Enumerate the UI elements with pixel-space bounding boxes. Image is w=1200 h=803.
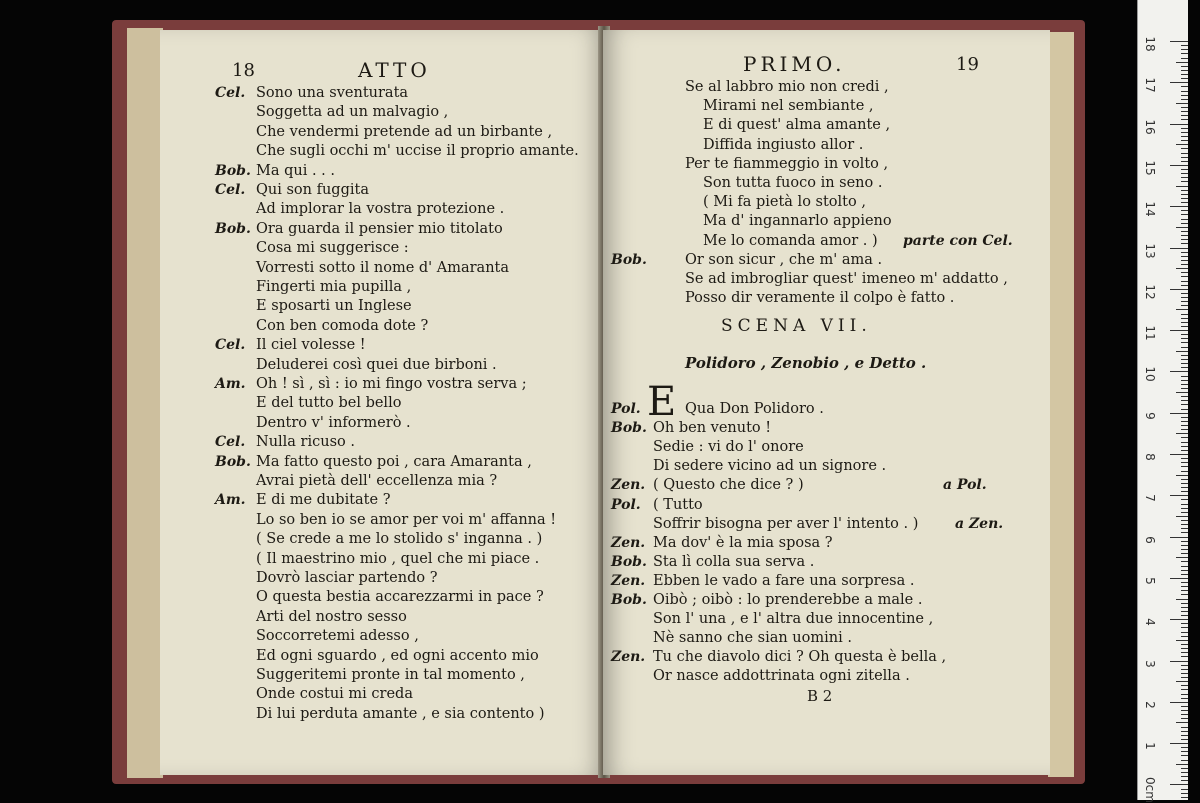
ruler-tick bbox=[1181, 689, 1188, 690]
ruler-tick bbox=[1170, 495, 1188, 496]
verse-line: Posso dir veramente il colpo è fatto . bbox=[685, 290, 955, 307]
ruler-tick bbox=[1181, 442, 1188, 443]
ruler-tick bbox=[1176, 144, 1188, 145]
verse-line: Soccorretemi adesso , bbox=[256, 628, 419, 645]
ruler-tick bbox=[1181, 727, 1188, 728]
ruler-tick bbox=[1181, 86, 1188, 87]
ruler-tick bbox=[1181, 355, 1188, 356]
ruler-tick bbox=[1181, 466, 1188, 467]
ruler-tick bbox=[1181, 214, 1188, 215]
speaker-label: Cel. bbox=[215, 85, 246, 101]
ruler-tick bbox=[1181, 256, 1188, 257]
verse-line: Nè sanno che sian uomini . bbox=[653, 630, 852, 647]
ruler-tick bbox=[1181, 45, 1188, 46]
ruler-tick bbox=[1176, 764, 1188, 765]
ruler-tick bbox=[1181, 747, 1188, 748]
ruler-tick bbox=[1181, 499, 1188, 500]
verse-line: Oh ! sì , sì : io mi fingo vostra serva ; bbox=[256, 376, 527, 392]
verse-line: ( Questo che dice ? ) bbox=[653, 477, 804, 494]
speaker-label: Bob. bbox=[215, 220, 251, 237]
page-edges-right bbox=[1048, 32, 1074, 777]
ruler-tick bbox=[1181, 314, 1188, 315]
ruler-label: 10 bbox=[1143, 366, 1157, 383]
speaker-label: Pol. bbox=[611, 401, 641, 417]
ruler-tick bbox=[1181, 665, 1188, 666]
ruler-tick bbox=[1181, 504, 1188, 505]
ruler-tick bbox=[1181, 739, 1188, 740]
ruler-label: 17 bbox=[1143, 77, 1157, 93]
ruler-tick bbox=[1181, 301, 1188, 302]
ruler-tick bbox=[1181, 566, 1188, 567]
ruler-tick bbox=[1181, 594, 1188, 595]
ruler-tick bbox=[1181, 462, 1188, 463]
ruler-label: 6 bbox=[1143, 535, 1157, 544]
ruler-label: 9 bbox=[1143, 411, 1157, 420]
ruler-tick bbox=[1181, 669, 1188, 670]
verse-line: Oh ben venuto ! bbox=[653, 420, 772, 437]
ruler-tick bbox=[1181, 334, 1188, 335]
ruler-tick bbox=[1181, 685, 1188, 686]
ruler-tick bbox=[1181, 677, 1188, 678]
speaker-label: Cel. bbox=[215, 434, 246, 451]
ruler-tick bbox=[1170, 82, 1188, 83]
ruler-tick bbox=[1176, 309, 1188, 310]
verse-line: Son l' una , e l' altra due innocentine , bbox=[653, 611, 934, 628]
ruler-tick bbox=[1181, 541, 1188, 542]
ruler-label: 2 bbox=[1143, 700, 1157, 709]
verse-line: E di me dubitate ? bbox=[256, 492, 391, 509]
ruler-tick bbox=[1181, 231, 1188, 232]
ruler-tick bbox=[1181, 409, 1188, 410]
ruler-tick bbox=[1181, 111, 1188, 112]
verse-line: Ed ogni sguardo , ed ogni accento mio bbox=[256, 647, 539, 664]
ruler-tick bbox=[1181, 132, 1188, 133]
ruler-tick bbox=[1170, 743, 1188, 744]
ruler-tick bbox=[1181, 74, 1188, 75]
ruler-tick bbox=[1181, 107, 1188, 108]
verse-line: Oibò ; oibò : lo prenderebbe a male . bbox=[653, 592, 923, 608]
ruler-tick bbox=[1181, 421, 1188, 422]
ruler-tick bbox=[1181, 652, 1188, 653]
verse-line: Dentro v' informerò . bbox=[256, 414, 411, 431]
ruler-tick bbox=[1181, 590, 1188, 591]
ruler-label: 14 bbox=[1143, 201, 1157, 217]
ruler-label: 16 bbox=[1143, 118, 1157, 135]
verse-line: Per te fiammeggio in volto , bbox=[685, 155, 889, 172]
verse-line: Con ben comoda dote ? bbox=[256, 317, 429, 334]
speaker-label: Bob. bbox=[611, 592, 647, 608]
ruler-tick bbox=[1181, 128, 1188, 129]
ruler-tick bbox=[1176, 433, 1188, 434]
verse-line: Ma qui . . . bbox=[256, 162, 336, 179]
ruler-tick bbox=[1170, 784, 1188, 785]
ruler-tick bbox=[1176, 186, 1188, 187]
verse-line: Qui son fuggita bbox=[256, 182, 369, 198]
ruler-tick bbox=[1181, 760, 1188, 761]
ruler-tick bbox=[1181, 450, 1188, 451]
stage-direction: a Zen. bbox=[955, 515, 1004, 532]
ruler-tick bbox=[1181, 636, 1188, 637]
ruler-tick bbox=[1181, 181, 1188, 182]
ruler-tick bbox=[1181, 376, 1188, 377]
ruler-tick bbox=[1176, 351, 1188, 352]
ruler-tick bbox=[1181, 342, 1188, 343]
verse-line: ( Il maestrino mio , quel che mi piace . bbox=[256, 550, 540, 567]
ruler-tick bbox=[1181, 471, 1188, 472]
ruler-tick bbox=[1181, 177, 1188, 178]
ruler-tick bbox=[1181, 281, 1188, 282]
speaker-label: Cel. bbox=[215, 182, 246, 198]
ruler-tick bbox=[1181, 429, 1188, 430]
verse-line: Sta lì colla sua serva . bbox=[653, 553, 815, 570]
verse-line: Di sedere vicino ad un signore . bbox=[653, 458, 887, 475]
ruler-tick bbox=[1170, 413, 1188, 414]
ruler-label: 3 bbox=[1143, 659, 1157, 668]
ruler-tick bbox=[1181, 780, 1188, 781]
ruler-tick bbox=[1176, 268, 1188, 269]
verse-line: Tu che diavolo dici ? Oh questa è bella , bbox=[653, 649, 947, 666]
verse-line: Ma dov' è la mia sposa ? bbox=[653, 534, 833, 551]
ruler-tick bbox=[1170, 619, 1188, 620]
ruler-tick bbox=[1170, 289, 1188, 290]
ruler-tick bbox=[1181, 648, 1188, 649]
verse-line: ( Se crede a me lo stolido s' inganna . ) bbox=[256, 531, 543, 548]
ruler-tick bbox=[1181, 735, 1188, 736]
ruler-tick bbox=[1181, 210, 1188, 211]
ruler-tick bbox=[1181, 318, 1188, 319]
ruler-tick bbox=[1181, 797, 1188, 798]
ruler-tick bbox=[1181, 219, 1188, 220]
ruler-tick bbox=[1181, 396, 1188, 397]
speaker-label: Bob. bbox=[215, 453, 251, 470]
speaker-label: Bob. bbox=[215, 162, 251, 179]
verse-line: Diffida ingiusto allor . bbox=[703, 136, 864, 153]
verse-line: Son tutta fuoco in seno . bbox=[703, 175, 883, 191]
verse-line: Soggetta ad un malvagio , bbox=[256, 104, 449, 121]
ruler-tick bbox=[1176, 103, 1188, 104]
ruler-tick bbox=[1176, 722, 1188, 723]
ruler-tick bbox=[1181, 115, 1188, 116]
ruler-tick bbox=[1181, 119, 1188, 120]
ruler-tick bbox=[1170, 165, 1188, 166]
ruler-tick bbox=[1181, 524, 1188, 525]
ruler-tick bbox=[1181, 632, 1188, 633]
ruler-label: 8 bbox=[1143, 453, 1157, 461]
ruler-tick bbox=[1176, 392, 1188, 393]
ruler-tick bbox=[1181, 656, 1188, 657]
ruler-label: 18 bbox=[1143, 36, 1157, 52]
ruler-tick bbox=[1170, 41, 1188, 42]
ruler-tick bbox=[1181, 772, 1188, 773]
ruler-tick bbox=[1170, 330, 1188, 331]
ruler-tick bbox=[1170, 578, 1188, 579]
ruler-tick bbox=[1181, 520, 1188, 521]
verse-line: Me lo comanda amor . ) bbox=[703, 232, 878, 249]
ruler-tick bbox=[1181, 293, 1188, 294]
ruler-tick bbox=[1181, 153, 1188, 154]
ruler-tick bbox=[1181, 545, 1188, 546]
verse-line: Ad implorar la vostra protezione . bbox=[256, 201, 505, 218]
page-edges-left bbox=[127, 28, 163, 778]
verse-line: E del tutto bel bello bbox=[256, 395, 402, 412]
drop-cap: E bbox=[647, 379, 677, 425]
ruler-tick bbox=[1181, 190, 1188, 191]
ruler-tick bbox=[1170, 661, 1188, 662]
ruler-tick bbox=[1181, 483, 1188, 484]
ruler-tick bbox=[1181, 400, 1188, 401]
ruler-tick bbox=[1181, 532, 1188, 533]
ruler-tick bbox=[1181, 99, 1188, 100]
verse-line: Che sugli occhi m' uccise il proprio amante. bbox=[256, 143, 579, 160]
verse-line: O questa bestia accarezzarmi in pace ? bbox=[256, 589, 544, 606]
ruler-tick bbox=[1181, 751, 1188, 752]
right-page bbox=[603, 30, 1050, 775]
ruler-tick bbox=[1181, 194, 1188, 195]
ruler-tick bbox=[1181, 58, 1188, 59]
ruler-tick bbox=[1181, 169, 1188, 170]
verse-line: Se al labbro mio non credi , bbox=[685, 79, 889, 95]
verse-line: E di quest' alma amante , bbox=[703, 117, 891, 134]
ruler-tick bbox=[1181, 623, 1188, 624]
ruler-tick bbox=[1181, 198, 1188, 199]
ruler-tick bbox=[1181, 285, 1188, 286]
ruler-tick bbox=[1181, 508, 1188, 509]
ruler-tick bbox=[1176, 681, 1188, 682]
verse-line: Suggeritemi pronte in tal momento , bbox=[256, 667, 525, 683]
ruler-tick bbox=[1181, 607, 1188, 608]
ruler-tick bbox=[1181, 479, 1188, 480]
running-head: ATTO bbox=[358, 58, 431, 82]
verse-line: Sedie : vi do l' onore bbox=[653, 439, 804, 456]
ruler-tick bbox=[1181, 272, 1188, 273]
ruler-tick bbox=[1181, 710, 1188, 711]
ruler-tick bbox=[1181, 615, 1188, 616]
ruler-tick bbox=[1181, 264, 1188, 265]
ruler-tick bbox=[1181, 173, 1188, 174]
speaker-label: Pol. bbox=[611, 496, 641, 513]
verse-line: Ma fatto questo poi , cara Amaranta , bbox=[256, 453, 532, 470]
ruler-tick bbox=[1181, 223, 1188, 224]
ruler-tick bbox=[1181, 70, 1188, 71]
speaker-label: Bob. bbox=[611, 251, 647, 268]
ruler-tick bbox=[1181, 384, 1188, 385]
ruler-tick bbox=[1181, 789, 1188, 790]
ruler-tick bbox=[1181, 793, 1188, 794]
ruler-tick bbox=[1181, 322, 1188, 323]
ruler-tick bbox=[1181, 611, 1188, 612]
ruler-tick bbox=[1181, 553, 1188, 554]
ruler-tick bbox=[1170, 248, 1188, 249]
ruler-tick bbox=[1181, 136, 1188, 137]
speaker-label: Bob. bbox=[611, 553, 647, 570]
ruler-tick bbox=[1181, 297, 1188, 298]
ruler-tick bbox=[1181, 161, 1188, 162]
verse-line: ( Tutto bbox=[653, 496, 703, 513]
verse-line: Onde costui mi creda bbox=[256, 686, 413, 703]
verse-line: Ora guarda il pensier mio titolato bbox=[256, 220, 503, 237]
ruler-tick bbox=[1181, 570, 1188, 571]
verse-line: Dovrò lasciar partendo ? bbox=[256, 570, 438, 586]
ruler-tick bbox=[1181, 718, 1188, 719]
ruler-tick bbox=[1170, 537, 1188, 538]
ruler-tick bbox=[1181, 367, 1188, 368]
ruler-tick bbox=[1181, 425, 1188, 426]
ruler-tick bbox=[1181, 260, 1188, 261]
stage-direction: parte con Cel. bbox=[903, 232, 1013, 249]
ruler-tick bbox=[1181, 388, 1188, 389]
ruler-tick bbox=[1181, 91, 1188, 92]
verse-line: Vorresti sotto il nome d' Amaranta bbox=[256, 259, 510, 276]
ruler-tick bbox=[1181, 347, 1188, 348]
verse-line: Sono una sventurata bbox=[256, 85, 409, 101]
ruler-tick bbox=[1181, 326, 1188, 327]
ruler-tick bbox=[1181, 603, 1188, 604]
ruler-label: 12 bbox=[1143, 284, 1157, 300]
ruler-tick bbox=[1181, 157, 1188, 158]
verse-line: E sposarti un Inglese bbox=[256, 298, 412, 315]
ruler-tick bbox=[1181, 549, 1188, 550]
running-head: PRIMO. bbox=[743, 52, 846, 76]
ruler-label: 0cm bbox=[1143, 777, 1157, 803]
verse-line: Lo so ben io se amor per voi m' affanna ! bbox=[256, 511, 557, 528]
ruler-tick bbox=[1181, 140, 1188, 141]
ruler-tick bbox=[1181, 458, 1188, 459]
ruler-tick bbox=[1181, 235, 1188, 236]
ruler-tick bbox=[1170, 124, 1188, 125]
ruler-label: 4 bbox=[1143, 618, 1157, 626]
scene-persons: Polidoro , Zenobio , e Detto . bbox=[685, 354, 927, 372]
ruler-tick bbox=[1181, 363, 1188, 364]
verse-line: Mirami nel sembiante , bbox=[703, 98, 874, 115]
ruler-tick bbox=[1181, 404, 1188, 405]
verse-line: Di lui perduta amante , e sia contento ) bbox=[256, 705, 545, 722]
ruler-tick bbox=[1181, 380, 1188, 381]
verse-line: Soffrir bisogna per aver l' intento . ) bbox=[653, 515, 919, 532]
verse-line: Il ciel volesse ! bbox=[256, 337, 366, 354]
ruler-tick bbox=[1181, 574, 1188, 575]
ruler-tick bbox=[1170, 454, 1188, 455]
verse-line: Or son sicur , che m' ama . bbox=[685, 251, 883, 268]
scene-heading: SCENA VII. bbox=[721, 316, 872, 336]
ruler-tick bbox=[1181, 359, 1188, 360]
ruler-label: 11 bbox=[1143, 325, 1157, 341]
verse-line: Che vendermi pretende ad un birbante , bbox=[256, 123, 553, 140]
ruler-label: 13 bbox=[1143, 242, 1157, 259]
ruler-label: 1 bbox=[1143, 742, 1157, 750]
verse-line: Qua Don Polidoro . bbox=[685, 401, 824, 417]
ruler-tick bbox=[1181, 78, 1188, 79]
ruler-tick bbox=[1181, 755, 1188, 756]
ruler-tick bbox=[1181, 714, 1188, 715]
ruler-tick bbox=[1170, 371, 1188, 372]
ruler-tick bbox=[1181, 417, 1188, 418]
ruler-tick bbox=[1181, 66, 1188, 67]
ruler-tick bbox=[1181, 338, 1188, 339]
ruler-tick bbox=[1181, 768, 1188, 769]
ruler-tick bbox=[1181, 487, 1188, 488]
speaker-label: Zen. bbox=[611, 534, 646, 551]
ruler-label: 5 bbox=[1143, 577, 1157, 585]
speaker-label: Zen. bbox=[611, 477, 646, 494]
ruler-tick bbox=[1181, 53, 1188, 54]
measurement-ruler bbox=[1137, 0, 1188, 803]
ruler-tick bbox=[1176, 640, 1188, 641]
ruler-tick bbox=[1181, 627, 1188, 628]
verse-line: Se ad imbrogliar quest' imeneo m' addatto , bbox=[685, 271, 1008, 287]
ruler-tick bbox=[1181, 731, 1188, 732]
verse-line: Fingerti mia pupilla , bbox=[256, 279, 412, 295]
ruler-tick bbox=[1181, 673, 1188, 674]
ruler-tick bbox=[1176, 557, 1188, 558]
ruler-tick bbox=[1181, 582, 1188, 583]
ruler-label: 7 bbox=[1143, 494, 1157, 503]
speaker-label: Bob. bbox=[611, 420, 647, 437]
verse-line: Nulla ricuso . bbox=[256, 434, 355, 451]
speaker-label: Am. bbox=[215, 376, 246, 392]
verse-line: Ebben le vado a fare una sorpresa . bbox=[653, 572, 915, 589]
ruler-tick bbox=[1181, 561, 1188, 562]
ruler-tick bbox=[1181, 644, 1188, 645]
ruler-tick bbox=[1181, 706, 1188, 707]
ruler-tick bbox=[1181, 202, 1188, 203]
verse-line: Cosa mi suggerisce : bbox=[256, 240, 409, 257]
ruler-tick bbox=[1181, 49, 1188, 50]
ruler-tick bbox=[1170, 702, 1188, 703]
page-number: 19 bbox=[956, 54, 979, 75]
speaker-label: Zen. bbox=[611, 572, 646, 589]
ruler-tick bbox=[1176, 516, 1188, 517]
ruler-tick bbox=[1181, 305, 1188, 306]
signature-mark: B 2 bbox=[807, 687, 833, 705]
left-page bbox=[160, 30, 605, 775]
ruler-tick bbox=[1181, 586, 1188, 587]
ruler-tick bbox=[1181, 276, 1188, 277]
ruler-tick bbox=[1176, 62, 1188, 63]
ruler-tick bbox=[1181, 528, 1188, 529]
ruler-tick bbox=[1176, 227, 1188, 228]
verse-line: ( Mi fa pietà lo stolto , bbox=[703, 194, 866, 211]
ruler-tick bbox=[1181, 252, 1188, 253]
speaker-label: Cel. bbox=[215, 337, 246, 354]
ruler-tick bbox=[1181, 512, 1188, 513]
speaker-label: Zen. bbox=[611, 649, 646, 666]
ruler-tick bbox=[1181, 243, 1188, 244]
ruler-tick bbox=[1181, 491, 1188, 492]
verse-line: Ma d' ingannarlo appieno bbox=[703, 213, 892, 230]
ruler-tick bbox=[1181, 698, 1188, 699]
ruler-tick bbox=[1170, 206, 1188, 207]
verse-line: Arti del nostro sesso bbox=[256, 608, 407, 625]
stage-direction: a Pol. bbox=[943, 477, 987, 494]
ruler-tick bbox=[1181, 95, 1188, 96]
ruler-tick bbox=[1181, 148, 1188, 149]
ruler-tick bbox=[1176, 599, 1188, 600]
ruler-tick bbox=[1181, 694, 1188, 695]
ruler-tick bbox=[1181, 239, 1188, 240]
ruler-tick bbox=[1181, 446, 1188, 447]
speaker-label: Am. bbox=[215, 492, 246, 509]
verse-line: Avrai pietà dell' eccellenza mia ? bbox=[256, 473, 498, 489]
verse-line: Deluderei così quei due birboni . bbox=[256, 356, 497, 373]
ruler-tick bbox=[1181, 437, 1188, 438]
ruler-tick bbox=[1176, 475, 1188, 476]
page-number: 18 bbox=[232, 60, 255, 81]
verse-line: Or nasce addottrinata ogni zitella . bbox=[653, 668, 910, 685]
ruler-label: 15 bbox=[1143, 160, 1157, 176]
ruler-tick bbox=[1181, 776, 1188, 777]
